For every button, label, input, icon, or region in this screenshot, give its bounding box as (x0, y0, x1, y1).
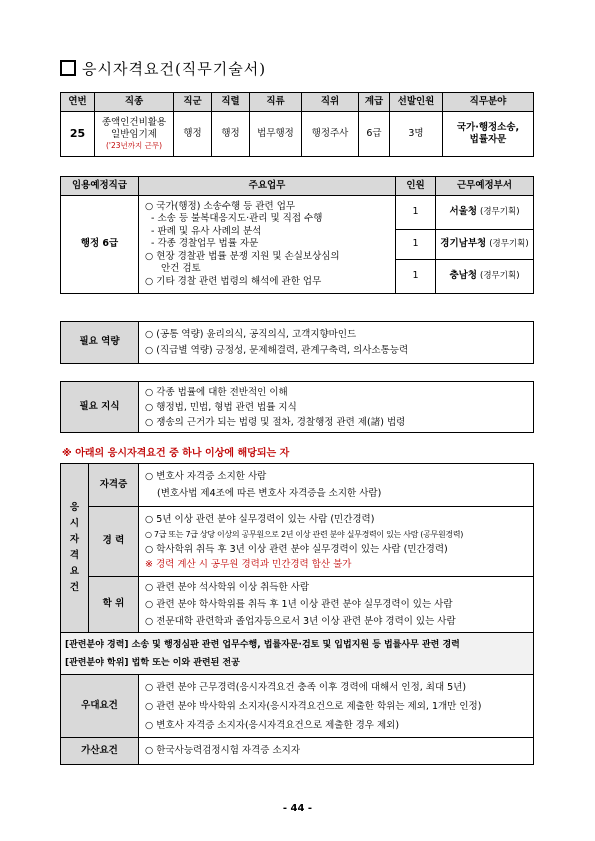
competency-list (139, 322, 534, 364)
duty-item: - 판례 및 유사 사례의 분석 (151, 225, 262, 237)
preference-item: ○ 변호사 자격증 소지자(응시자격요건으로 제출한 경우 제외) (145, 719, 400, 731)
header-cell: 직류 (250, 93, 302, 112)
serial-no: 25 (61, 112, 95, 157)
rank-cell: 행정 6급 (61, 196, 139, 294)
knowledge-item: ○ 쟁송의 근거가 되는 법령 및 절차, 경찰행정 관련 제(諸) 법령 (145, 416, 406, 428)
related-degree-definition: [관련분야 학위] 법학 또는 이와 관련된 전공 (65, 657, 240, 668)
related-career-definition: [관련분야 경력] 소송 및 행정심판 관련 업무수행, 법률자문·검토 및 입법지원 등 법률사무 관련 경력 (65, 639, 460, 650)
duty-header-row (61, 177, 534, 196)
degree-item: ○ 전문대학 관련학과 졸업자등으로서 3년 이상 관련 분야 경력이 있는 사람 (145, 616, 456, 627)
position-header-row (61, 93, 534, 112)
job-grade: 6급 (359, 112, 390, 157)
header-cell: 직렬 (212, 93, 250, 112)
duty-item: - 소송 등 불복대응지도·관리 및 직접 수행 (151, 213, 323, 225)
competency-item: ○ (직급별 역량) 긍정성, 문제해결력, 관계구축력, 의사소통능력 (145, 344, 409, 356)
competency-table (60, 321, 534, 364)
bonus-item: ○ 한국사능력검정시험 자격증 소지자 (145, 744, 301, 756)
job-series: 행정 (212, 112, 250, 157)
checkbox-icon (60, 60, 76, 76)
header-cell: 인원 (396, 177, 436, 196)
duty-item: ○ 현장 경찰관 법률 분쟁 지원 및 손실보상심의 (145, 250, 340, 262)
knowledge-table (60, 381, 534, 433)
position-row (61, 112, 534, 157)
duty-item: 안건 검토 (161, 263, 201, 275)
preference-item: ○ 관련 분야 박사학위 소지자(응시자격요건으로 제출한 학위는 제외, 1개만 인정) (145, 700, 482, 712)
section-title: 응시자격요건(직무기술서) (60, 58, 266, 79)
header-cell: 계급 (359, 93, 390, 112)
headcount: 1 (396, 196, 436, 230)
headcount: 1 (396, 260, 436, 294)
preference-item: ○ 관련 분야 근무경력(응시자격요건 충족 이후 경력에 대해서 인정, 최대 5년) (145, 681, 467, 693)
job-group: 행정 (174, 112, 212, 157)
hire-count: 3명 (390, 112, 443, 157)
related-definitions (61, 633, 534, 675)
dept-cell: 경기남부청 (경무기획) (436, 230, 534, 260)
header-cell: 근무예정부서 (436, 177, 534, 196)
header-cell: 임용예정직급 (61, 177, 139, 196)
duties-cell (139, 196, 396, 294)
headcount: 1 (396, 230, 436, 260)
competency-label: 필요 역량 (61, 322, 139, 364)
dept-cell: 충남청 (경무기획) (436, 260, 534, 294)
dept-cell: 서울청 (경무기획) (436, 196, 534, 230)
competency-item: ○ (공통 역량) 윤리의식, 공직의식, 고객지향마인드 (145, 328, 357, 340)
duty-item: ○ 국가(행정) 소송수행 등 관련 업무 (145, 201, 296, 213)
degree-item: ○ 관련 분야 석사학위 이상 취득한 사람 (145, 582, 310, 593)
cert-item: ○ 변호사 자격증 소지한 사람 (145, 471, 267, 482)
job-position: 행정주사 (302, 112, 359, 157)
bonus-list (139, 738, 534, 765)
job-field: 국가·행정소송, 법률자문 (443, 112, 534, 157)
degree-list (139, 577, 534, 633)
career-item: ○ 5년 이상 관련 분야 실무경력이 있는 사람 (민간경력) (145, 513, 375, 525)
career-list (139, 507, 534, 577)
preference-list (139, 675, 534, 738)
knowledge-list (139, 382, 534, 433)
position-table (60, 92, 534, 157)
career-label: 경 력 (89, 507, 139, 577)
knowledge-item: ○ 행정법, 민법, 형법 관련 법률 지식 (145, 401, 297, 413)
career-item: ○ 학사학위 취득 후 3년 이상 관련 분야 실무경력이 있는 사람 (민간경력) (145, 543, 448, 555)
header-cell: 연번 (61, 93, 95, 112)
eligibility-note: ※ 아래의 응시자격요건 중 하나 이상에 해당되는 자 (62, 448, 290, 459)
cert-label: 자격증 (89, 464, 139, 507)
header-cell: 선발인원 (390, 93, 443, 112)
degree-label: 학 위 (89, 577, 139, 633)
header-cell: 직무분야 (443, 93, 534, 112)
career-item: ○ 7급 또는 7급 상당 이상의 공무원으로 2년 이상 관련 분야 실무경력이 있는 사람 (공무원경력) (145, 529, 464, 539)
eligibility-table (60, 463, 534, 765)
job-type: 종액인건비활용 일반임기제 ('23년까지 근무) (95, 112, 174, 157)
header-cell: 직위 (302, 93, 359, 112)
page-number: - 44 - (282, 803, 313, 814)
duty-table (60, 176, 534, 294)
knowledge-item: ○ 각종 법률에 대한 전반적인 이해 (145, 386, 288, 398)
eligibility-side-label: 응 시 자 격 요 건 (61, 464, 89, 633)
duty-item: ○ 기타 경찰 관련 법령의 해석에 관한 업무 (145, 275, 322, 287)
knowledge-label: 필요 지식 (61, 382, 139, 433)
bonus-label: 가산요건 (61, 738, 139, 765)
cert-item: (변호사법 제4조에 따른 변호사 자격증을 소지한 사람) (157, 488, 382, 499)
career-warning: ※ 경력 계산 시 공무원 경력과 민간경력 합산 불가 (145, 558, 352, 570)
header-cell: 주요업무 (139, 177, 396, 196)
header-cell: 직군 (174, 93, 212, 112)
cert-list (139, 464, 534, 507)
job-class: 법무행정 (250, 112, 302, 157)
degree-item: ○ 관련 분야 학사학위를 취득 후 1년 이상 관련 분야 실무경력이 있는 사람 (145, 599, 453, 610)
header-cell: 직종 (95, 93, 174, 112)
duty-item: - 각종 경찰업무 법률 자문 (151, 238, 259, 250)
preference-label: 우대요건 (61, 675, 139, 738)
